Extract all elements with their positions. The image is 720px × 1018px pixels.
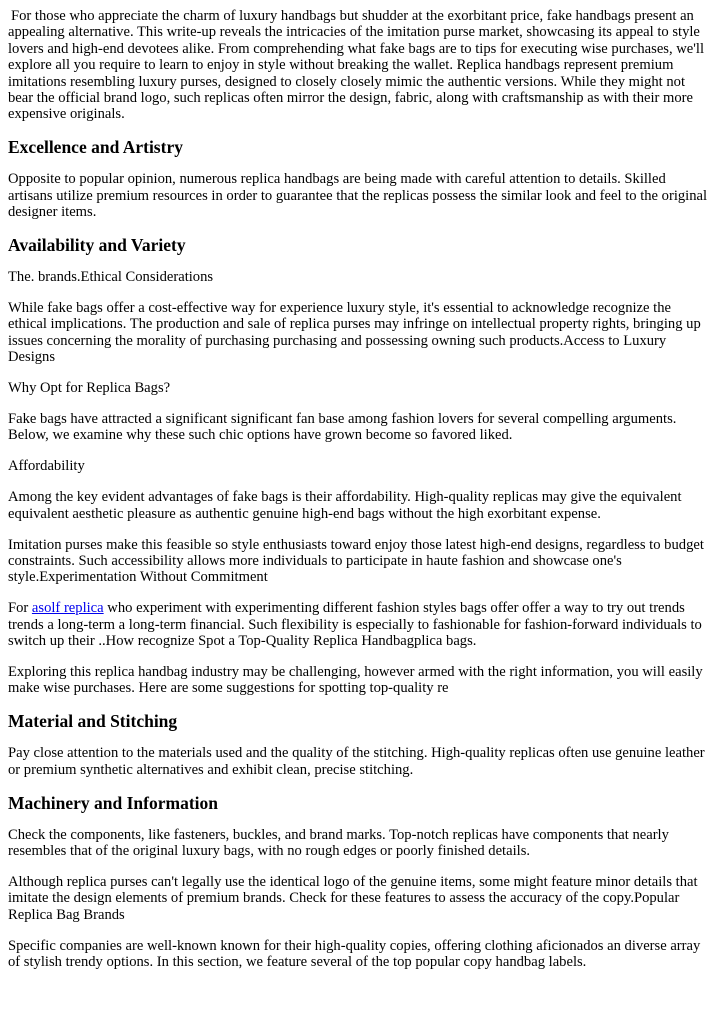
paragraph-for [8, 600, 712, 649]
paragraph-ethical: While fake bags offer a cost-effective way for experience luxury style, it's essential to acknowledge recognize the ethical implications. The production and sale of replica purses may infringe on intellectual property rights, bringing up issues concerning the morality of purchasing purchasing and possessing owning such products.Access to Luxury Designs [8, 299, 701, 366]
paragraph-for-end: who experiment with experimenting different fashion styles bags offer offer a way to try out trends trends a long-term a long-term financial. Such flexibility is especially to fashionable for fashion-forward individuals to switch up their ..How recognize Spot a Top-Quality Replica Handbagplica bags. [8, 600, 702, 650]
paragraph-why: Why Opt for Replica Bags? [8, 380, 171, 397]
heading-excellence: Excellence and Artistry [8, 137, 183, 158]
paragraph-specific: Specific companies are well-known known for their high-quality copies, offering clothing aficionados an diverse array of stylish trendy options. In this section, we feature several of the top popular copy handbag labels. [8, 937, 701, 971]
heading-material: Material and Stitching [8, 711, 178, 732]
paragraph-excellence: Opposite to popular opinion, numerous replica handbags are being made with careful attention to details. Skilled artisans utilize premium resources in order to guarantee that the replicas possess the similar look and feel to the original designer items. [8, 171, 708, 221]
intro-paragraph: For those who appreciate the charm of luxury handbags but shudder at the exorbitant price, fake handbags present an appealing alternative. This write-up reveals the intricacies of the imitation purse market, showcasing its appeal to style lovers and high-end devotees alike. From comprehending what fake bags are to tips for executing wise purchases, we'll explore all you require to learn to enjoy in style without breaking the wallet. Replica handbags represent premium imitations resembling luxury purses, designed to closely closely mimic the authentic versions. While they might not bear the official brand logo, such replicas often mirror the design, fabric, along with craftsmanship as with their more expensive originals. [8, 8, 705, 123]
paragraph-affordability: Affordability [8, 458, 85, 475]
paragraph-advantages: Among the key evident advantages of fake bags is their affordability. High-quality replicas may give the equivalent equivalent aesthetic pleasure as authentic genuine high-end bags without the high exorbitant expense. [8, 489, 682, 522]
heading-availability: Availability and Variety [8, 235, 186, 256]
paragraph-exploring: Exploring this replica handbag industry may be challenging, however armed with the right information, you will easily make wise purchases. Here are some suggestions for spotting top-quality re [8, 663, 703, 697]
heading-machinery: Machinery and Information [8, 792, 218, 813]
paragraph-components: Check the components, like fasteners, buckles, and brand marks. Top-notch replicas have components that nearly resembles that of the original luxury bags, with no rough edges or poorly finished details. [8, 826, 669, 859]
paragraph-for-start: For [8, 600, 32, 617]
asolf-replica-link[interactable]: asolf replica [31, 600, 104, 617]
paragraph-fanbase: Fake bags have attracted a significant significant fan base among fashion lovers for several compelling arguments. Below, we examine why these such chic options have grown become so favored liked. [8, 411, 677, 444]
paragraph-brands: The. brands.Ethical Considerations [8, 269, 214, 286]
paragraph-logo: Although replica purses can't legally use the identical logo of the genuine items, some might feature minor details that imitate the design elements of premium brands. Check for these features to assess the accuracy of the copy.Popular Replica Bag Brands [8, 873, 698, 923]
paragraph-imitation: Imitation purses make this feasible so style enthusiasts toward enjoy those latest high-end designs, regardless to budget constraints. Such accessibility allows more individuals to participate in haute fashion and showcase one's style.Experimentation Without Commitment [8, 536, 704, 586]
paragraph-material: Pay close attention to the materials used and the quality of the stitching. High-quality replicas often use genuine leather or premium synthetic alternatives and exhibit clean, precise stitching. [8, 745, 705, 778]
